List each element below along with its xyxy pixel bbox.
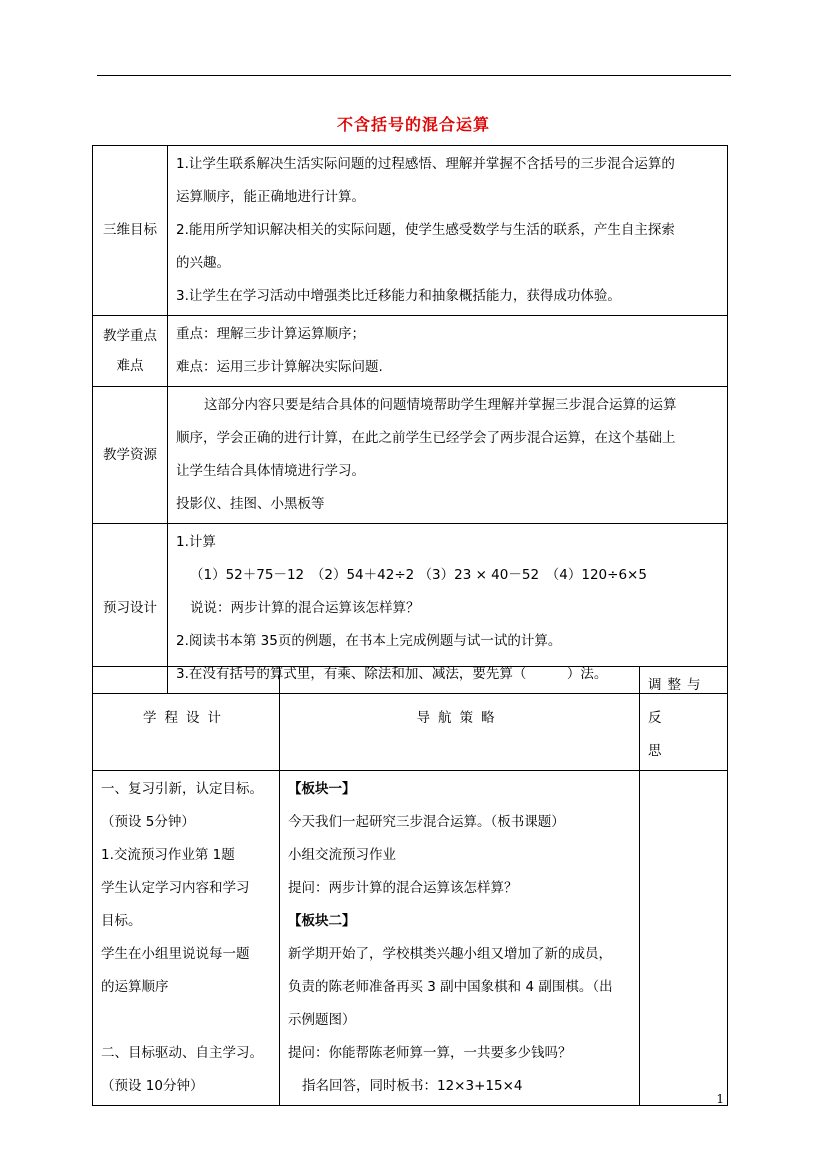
strategy-line: 小组交流预习作业	[288, 847, 396, 863]
process-header-design: 学程设计	[93, 667, 280, 771]
page-number: 1	[716, 1092, 724, 1106]
preview-line: （1）52＋75－12 （2）54＋42÷2 （3）23 × 40－52 （4）120÷6×5	[190, 567, 647, 583]
resources-line: 让学生结合具体情境进行学习。	[176, 463, 365, 479]
keypoints-line: 难点：运用三步计算解决实际问题.	[176, 359, 383, 375]
preview-line: 1.计算	[176, 534, 216, 550]
design-line: 一、复习引新，认定目标。	[101, 781, 263, 797]
objectives-line: 运算顺序，能正确地进行计算。	[176, 189, 365, 205]
strategy-line: 指名回答，同时板书：12×3+15×4	[302, 1078, 523, 1094]
design-line: 学生认定学习内容和学习	[101, 880, 250, 896]
strategy-line: 负责的陈老师准备再买 3 副中国象棋和 4 副围棋。（出	[288, 979, 613, 995]
resources-line: 顺序，学会正确的进行计算，在此之前学生已经学会了两步混合运算，在这个基础上	[176, 430, 676, 446]
design-line: 的运算顺序	[101, 979, 169, 995]
strategy-line: 提问：两步计算的混合运算该怎样算？	[288, 880, 518, 896]
process-reflection-content	[640, 771, 728, 1106]
process-header-strategy: 导航策略	[280, 667, 640, 771]
design-line: 二、目标驱动、自主学习。	[101, 1045, 263, 1061]
document-title: 不含括号的混合运算	[336, 115, 490, 134]
resources-label: 教学资源	[93, 387, 168, 524]
design-line: （预设 10分钟）	[101, 1078, 204, 1094]
design-line: 学生在小组里说说每一题	[101, 946, 250, 962]
design-line	[101, 1004, 273, 1037]
objectives-label: 三维目标	[93, 146, 168, 316]
strategy-line: 示例题图）	[288, 1012, 356, 1028]
objectives-line: 3.让学生在学习活动中增强类比迁移能力和抽象概括能力，获得成功体验。	[176, 288, 621, 304]
process-table	[92, 666, 728, 1106]
keypoints-label-line: 难点	[116, 358, 144, 374]
process-strategy-content	[280, 771, 640, 1106]
process-header-reflection	[640, 667, 728, 771]
objectives-line: 的兴趣。	[176, 255, 230, 271]
reflection-header-line: 调整与反	[648, 677, 707, 726]
reflection-header-line: 思	[648, 743, 668, 759]
preview-line: 2.阅读书本第 35页的例题，在书本上完成例题与试一试的计算。	[176, 633, 562, 649]
preview-line: 3.在没有括号的算式里，有乘、除法和加、减法，要先算（ ）法。	[176, 666, 608, 682]
strategy-line: 提问：你能帮陈老师算一算，一共要多少钱吗？	[288, 1045, 572, 1061]
strategy-line: 今天我们一起研究三步混合运算。（板书课题）	[288, 814, 565, 830]
header-rule	[97, 75, 731, 76]
resources-line: 这部分内容只要是结合具体的问题情境帮助学生理解并掌握三步混合运算的运算	[204, 397, 677, 413]
strategy-line: 【板块二】	[288, 913, 356, 929]
preview-label: 预习设计	[93, 524, 168, 694]
lesson-info-table	[92, 145, 728, 694]
keypoints-content	[168, 316, 728, 387]
objectives-content	[168, 146, 728, 316]
design-line: 目标。	[101, 913, 142, 929]
keypoints-line: 重点：理解三步计算运算顺序；	[176, 326, 365, 342]
resources-line: 投影仪、挂图、小黑板等	[176, 496, 325, 512]
objectives-line: 2.能用所学知识解决相关的实际问题，使学生感受数学与生活的联系，产生自主探索	[176, 222, 675, 238]
preview-line: 说说：两步计算的混合运算该怎样算？	[190, 600, 420, 616]
design-line: （预设 5分钟）	[101, 814, 195, 830]
objectives-line: 1.让学生联系解决生活实际问题的过程感悟、理解并掌握不含括号的三步混合运算的	[176, 156, 675, 172]
keypoints-label	[93, 316, 168, 387]
strategy-line: 【板块一】	[288, 781, 356, 797]
process-design-content	[93, 771, 280, 1106]
keypoints-label-line: 教学重点	[103, 328, 157, 344]
design-line: 1.交流预习作业第 1题	[101, 847, 235, 863]
strategy-line: 新学期开始了，学校棋类兴趣小组又增加了新的成员，	[288, 946, 612, 962]
resources-content	[168, 387, 728, 524]
